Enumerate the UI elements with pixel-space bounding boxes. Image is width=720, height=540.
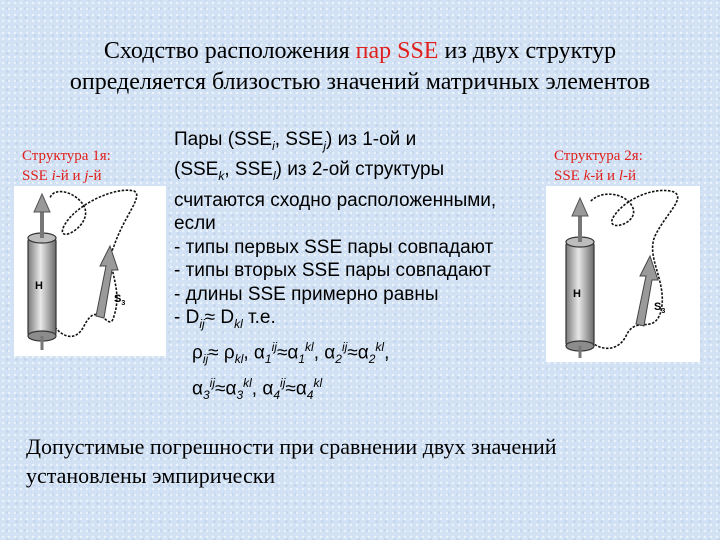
left-structure-drawing xyxy=(14,186,166,356)
right-strand-arrow-icon xyxy=(636,256,658,326)
left-helix-label: H xyxy=(35,280,43,292)
title-line-1: Сходство расположения пар SSE из двух структур xyxy=(103,38,617,64)
left-strand-label: $S_3$ xyxy=(114,293,126,307)
condition-item-2: - типы вторых SSE пары совпадают xyxy=(174,260,491,282)
body-line-3: считаются сходно расположенными, xyxy=(174,189,497,211)
right-helix-label: H xyxy=(573,288,581,300)
body-line-1: Пары ($SSE_i$, $SSE_j$) из 1-ой и xyxy=(174,129,417,153)
right-caption: Структура 2я: SSE k-й и l-й xyxy=(554,148,643,184)
right-structure-drawing xyxy=(546,186,700,362)
body-line-4: если xyxy=(174,213,216,235)
condition-item-1: - типы первых SSE пары совпадают xyxy=(174,236,494,258)
left-helix-arrow-icon xyxy=(34,194,50,212)
slide-title xyxy=(0,36,720,98)
left-coil xyxy=(44,190,137,336)
title-accent: пар SSE xyxy=(355,38,439,64)
left-structure-figure xyxy=(14,186,166,356)
right-structure-figure xyxy=(546,186,700,362)
footer-line-2: установлены эмпирически xyxy=(26,463,276,488)
right-helix-arrow-icon xyxy=(572,198,588,216)
right-coil xyxy=(580,190,678,348)
formula-line-2: $\alpha_3^{ij}\approx\alpha_3^{kl}$, $\alpha_4^{ij}\approx\alpha_4^{kl}$ xyxy=(192,376,323,403)
footer-note xyxy=(26,432,716,490)
condition-item-4: - $D_{ij}\approx D_{kl}$ т.е. xyxy=(174,307,276,331)
title-line-2: определяется близостью значений матричных элементов xyxy=(69,69,651,95)
left-caption: Структура 1я: SSE i-й и j-й xyxy=(22,148,111,184)
left-strand-arrow-icon xyxy=(96,246,118,318)
formula-line-1: $\rho_{ij}\approx \rho_{kl}$, $\alpha_1^{ij}\approx\alpha_1^{kl}$, $\alpha_2^{ij}\approx\alpha_2^{kl}$, xyxy=(192,340,390,367)
body-line-2: ($SSE_k$, $SSE_l$) из 2-ой структуры xyxy=(174,159,445,184)
condition-item-3: - длины SSE примерно равны xyxy=(174,283,439,305)
right-strand-label: $S_3$ xyxy=(654,301,666,315)
footer-line-1: Допустимые погрешности при сравнении двух значений xyxy=(26,434,557,459)
conditions-text xyxy=(174,128,564,408)
